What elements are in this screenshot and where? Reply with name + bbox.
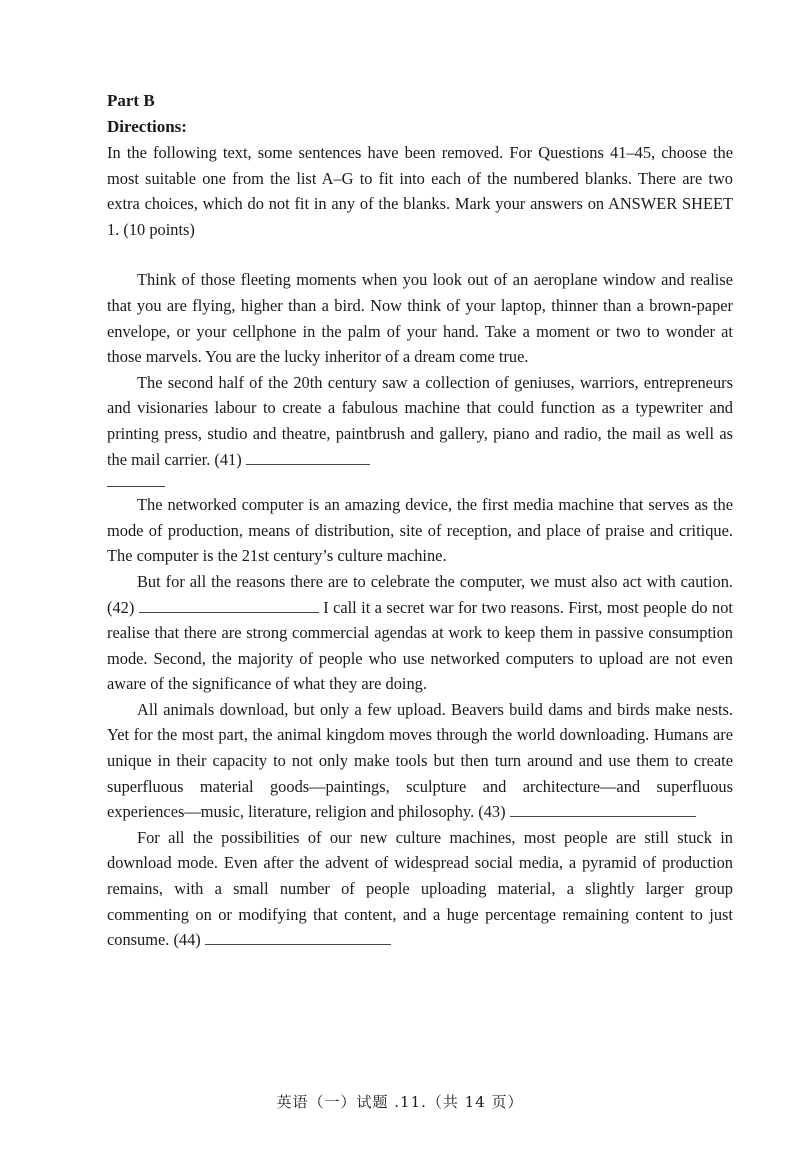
answer-blank-43[interactable]	[510, 801, 696, 817]
paragraph-1: Think of those fleeting moments when you look out of an aeroplane window and realise that you are flying, higher than a bird. Now think of your laptop, thinner than a brown-paper envelope, or your cellphone in the palm of your hand. Take a moment or two to wonder at those marvels. You are the lucky inheritor of a dream come true.	[107, 270, 733, 367]
answer-blank-41-continuation	[107, 472, 165, 487]
directions-label: Directions:	[107, 117, 187, 136]
paragraph-5	[107, 697, 733, 825]
paragraph-2	[107, 370, 733, 472]
answer-blank-42[interactable]	[139, 597, 319, 613]
paragraph-2-text: The second half of the 20th century saw a collection of geniuses, warriors, entrepreneurs and visionaries labour to create a fabulous machine that could function as a typewriter and printing press, studio and theatre, paintbrush and gallery, piano and radio, the mail as well as the mail carrier. (41)	[107, 372, 733, 469]
section-gap	[107, 242, 733, 267]
paragraph-4-after: I call it a secret war for two reasons. First, most people do not realise that there are strong commercial agendas at work to keep them in passive consumption mode. Second, the majority of people who use networked computers to upload are not even aware of the significance of what they are doing.	[107, 597, 733, 694]
part-heading: Part B	[107, 91, 155, 110]
page-content	[107, 88, 733, 953]
paragraph-3: The networked computer is an amazing device, the first media machine that serves as the mode of production, means of distribution, site of reception, and place of praise and critique. The computer is the 21st century’s culture machine.	[107, 495, 733, 566]
paragraph-4	[107, 569, 733, 697]
directions-text: In the following text, some sentences have been removed. For Questions 41–45, choose the most suitable one from the list A–G to fit into each of the numbered blanks. There are two extra choices, which do not fit in any of the blanks. Mark your answers on ANSWER SHEET 1. (10 points)	[107, 143, 733, 239]
answer-blank-44[interactable]	[205, 929, 391, 945]
page-footer: 英语（一）试题 .11.（共 14 页）	[276, 1093, 524, 1111]
paragraph-5-text: All animals download, but only a few upload. Beavers build dams and birds make nests. Yet for the most part, the animal kingdom moves through the world downloading. Humans are unique in their capacity to not only make tools but then turn around and use them to create superfluous material goods—paintings, sculpture and architecture—and superfluous experiences—music, literature, religion and philosophy. (43)	[107, 699, 733, 822]
paragraph-6-text: For all the possibilities of our new culture machines, most people are still stuck in download mode. Even after the advent of widespread social media, a pyramid of production remains, with a small number of people uploading material, a slightly larger group commenting on or modifying that content, and a huge percentage remaining content to just consume. (44)	[107, 827, 733, 950]
answer-blank-41[interactable]	[246, 449, 370, 465]
paragraph-4-before: But for all the reasons there are to celebrate the computer, we must also act with caution. (42)	[107, 571, 733, 617]
paragraph-6	[107, 825, 733, 953]
